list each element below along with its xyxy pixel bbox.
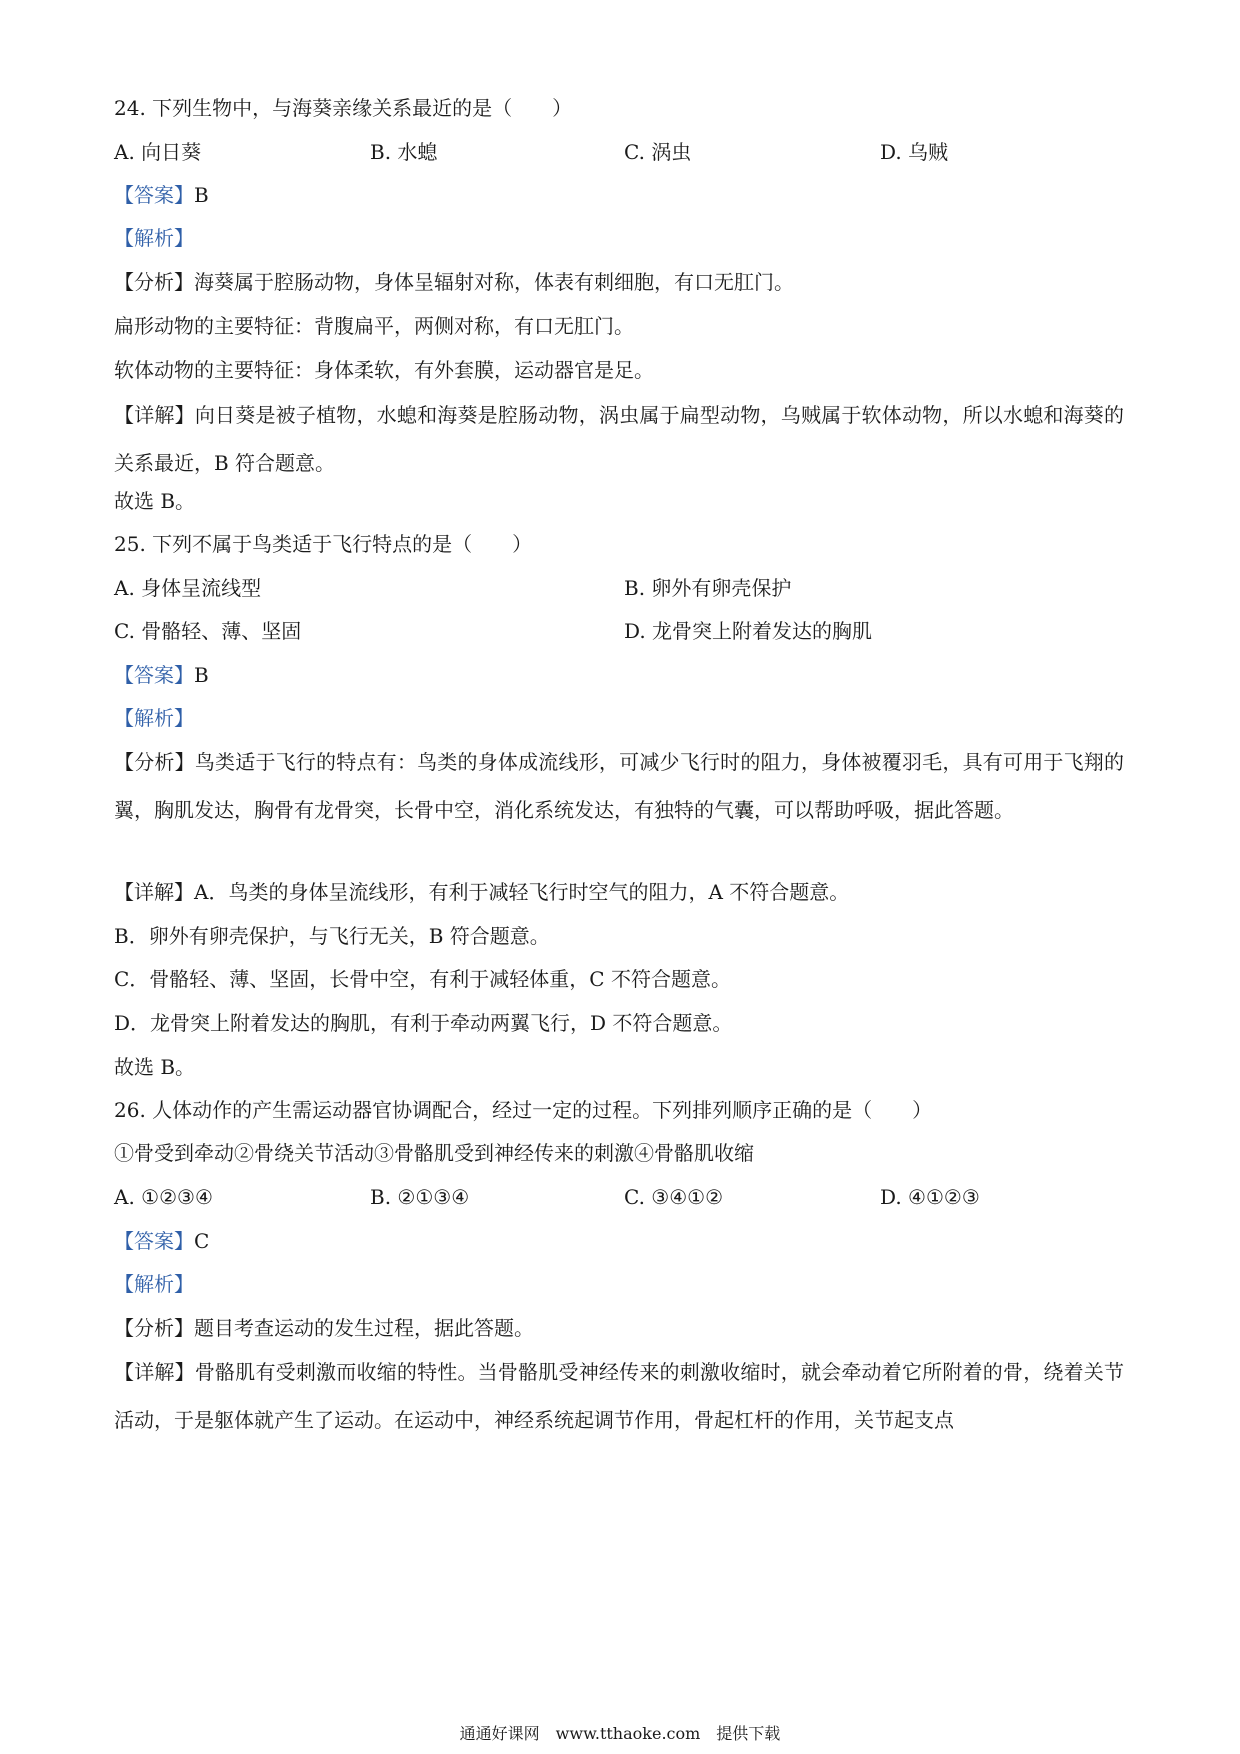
- analysis-tag: 【解析】: [114, 226, 194, 250]
- q26-analysis-heading: [114, 1269, 1124, 1299]
- xiangjie-text: 骨骼肌有受刺激而收缩的特性。当骨骼肌受神经传来的刺激收缩时，就会牵动着它所附着的骨，绕着关节活动，于是躯体就产生了运动。在运动中，神经系统起调节作用，骨起杠杆的作用，关节起支点: [114, 1360, 1125, 1432]
- page-footer: 通通好课网 www.tthaoke.com 提供下载: [459, 1724, 781, 1743]
- fenxi-text: 题目考查运动的发生过程，据此答题。: [194, 1316, 534, 1340]
- fenxi-text: 海葵属于腔肠动物，身体呈辐射对称，体表有刺细胞，有口无肛门。: [194, 270, 794, 294]
- xiangjie-text: A．鸟类的身体呈流线形，有利于减轻飞行时空气的阻力，A 不符合题意。: [194, 880, 850, 904]
- q25-stem: 25. 下列不属于鸟类适于飞行特点的是（ ）: [114, 532, 533, 556]
- fenxi-tag: 【分析】: [114, 750, 195, 774]
- q24-flatworm-line: 扁形动物的主要特征：背腹扁平，两侧对称，有口无肛门。: [114, 314, 634, 338]
- fenxi-text: 鸟类适于飞行的特点有：鸟类的身体成流线形，可减少飞行时的阻力，身体被覆羽毛，具有可用于飞翔的翼，胸肌发达，胸骨有龙骨突，长骨中空，消化系统发达，有独特的气囊，可以帮助呼吸，据此答题。: [114, 750, 1125, 822]
- q25-detail-c: C．骨骼轻、薄、坚固，长骨中空，有利于减轻体重，C 不符合题意。: [114, 967, 731, 991]
- q24-option-c: C. 涡虫: [624, 140, 692, 164]
- fenxi-tag: 【分析】: [114, 270, 194, 294]
- q26-stem: 26. 人体动作的产生需运动器官协调配合，经过一定的过程。下列排列顺序正确的是（ ）: [114, 1098, 933, 1122]
- xiangjie-text: 向日葵是被子植物，水螅和海葵是腔肠动物，涡虫属于扁型动物，乌贼属于软体动物，所以水螅和海葵的关系最近，B 符合题意。: [114, 403, 1125, 475]
- answer-value: B: [194, 183, 209, 207]
- q25-option-a: A. 身体呈流线型: [114, 576, 262, 600]
- answer-value: C: [194, 1229, 210, 1253]
- q25-detail-b: B．卵外有卵壳保护，与飞行无关，B 符合题意。: [114, 924, 550, 948]
- q24-conclusion: 故选 B。: [114, 489, 196, 513]
- q24-xiangjie: [114, 391, 1124, 487]
- q26-xiangjie: [114, 1348, 1124, 1444]
- q26-option-d: D. ④①②③: [880, 1185, 980, 1209]
- answer-tag: 【答案】: [114, 663, 194, 687]
- xiangjie-tag: 【详解】: [114, 403, 195, 427]
- answer-tag: 【答案】: [114, 183, 194, 207]
- q25-detail-d: D．龙骨突上附着发达的胸肌，有利于牵动两翼飞行，D 不符合题意。: [114, 1011, 733, 1035]
- q25-conclusion: 故选 B。: [114, 1055, 196, 1079]
- q24-analysis-heading: [114, 223, 1124, 253]
- q24-option-a: A. 向日葵: [114, 140, 202, 164]
- q25-analysis-heading: [114, 703, 1124, 733]
- q24-fenxi: [114, 267, 1124, 297]
- q24-option-d: D. 乌贼: [880, 140, 949, 164]
- xiangjie-tag: 【详解】: [114, 1360, 195, 1384]
- q26-option-c: C. ③④①②: [624, 1185, 724, 1209]
- analysis-tag: 【解析】: [114, 706, 194, 730]
- q24-mollusk-line: 软体动物的主要特征：身体柔软，有外套膜，运动器官是足。: [114, 358, 654, 382]
- q25-option-c: C. 骨骼轻、薄、坚固: [114, 619, 302, 643]
- q25-option-b: B. 卵外有卵壳保护: [624, 576, 792, 600]
- q26-option-b: B. ②①③④: [370, 1185, 470, 1209]
- q26-fenxi: [114, 1313, 1124, 1343]
- fenxi-tag: 【分析】: [114, 1316, 194, 1340]
- q26-sub-items: ①骨受到牵动②骨绕关节活动③骨骼肌受到神经传来的刺激④骨骼肌收缩: [114, 1141, 754, 1165]
- q25-answer: [114, 660, 1124, 690]
- answer-value: B: [194, 663, 209, 687]
- q26-answer: [114, 1226, 1124, 1256]
- q25-option-d: D. 龙骨突上附着发达的胸肌: [624, 619, 873, 643]
- q24-stem: 24. 下列生物中，与海葵亲缘关系最近的是（ ）: [114, 96, 573, 120]
- xiangjie-tag: 【详解】: [114, 880, 194, 904]
- answer-tag: 【答案】: [114, 1229, 194, 1253]
- analysis-tag: 【解析】: [114, 1272, 194, 1296]
- q25-fenxi: [114, 738, 1124, 834]
- q25-xiangjie: [114, 877, 1124, 907]
- q24-option-b: B. 水螅: [370, 140, 438, 164]
- q26-option-a: A. ①②③④: [114, 1185, 213, 1209]
- q24-answer: [114, 180, 1124, 210]
